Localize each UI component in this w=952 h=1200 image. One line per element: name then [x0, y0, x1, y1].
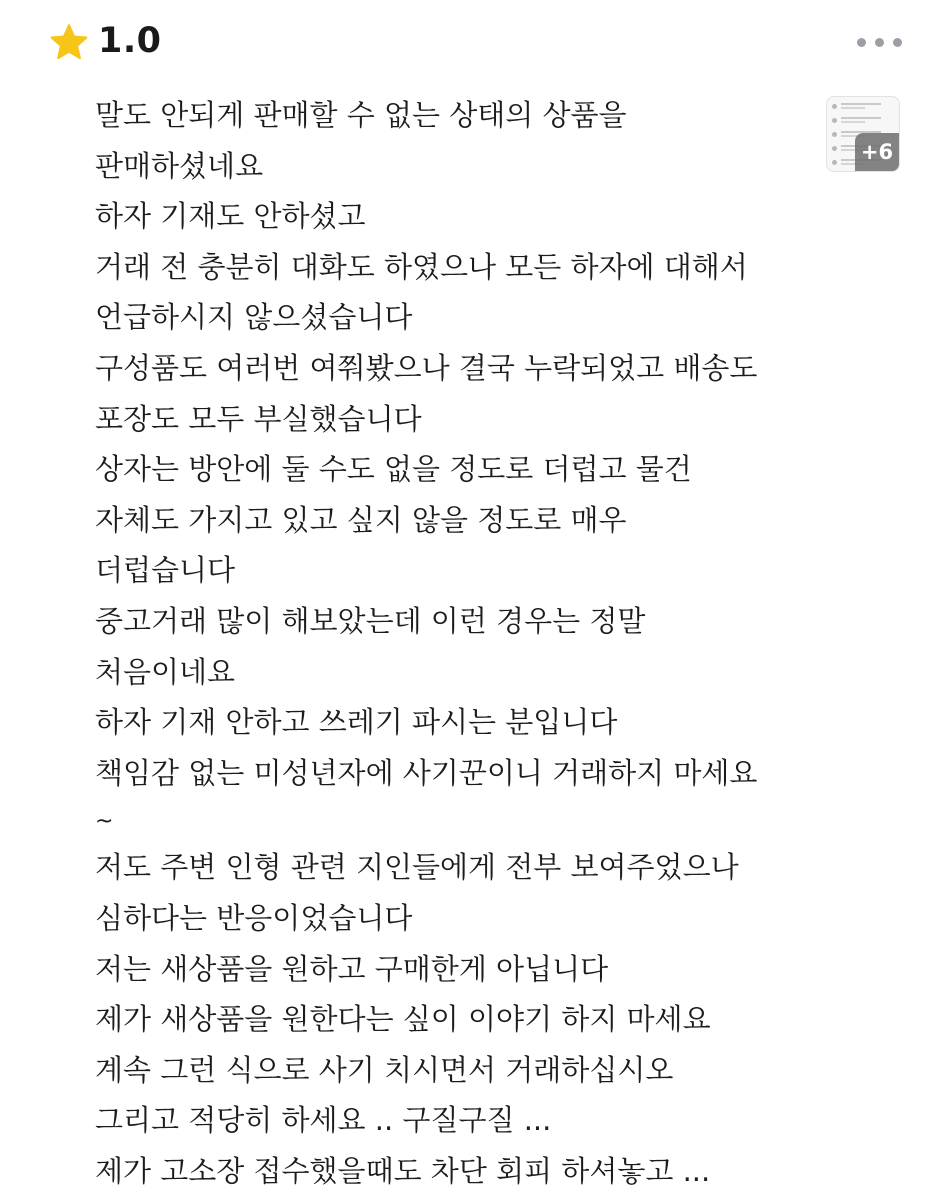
review-line: 거래 전 충분히 대화도 하였으나 모든 하자에 대해서	[95, 249, 748, 284]
review-line: 포장도 모두 부실했습니다	[95, 401, 422, 436]
review-line: 저도 주변 인형 관련 지인들에게 전부 보여주었으나	[95, 850, 739, 885]
thumbnail-preview-line	[832, 103, 890, 111]
review-line: 심하다는 반응이었습니다	[95, 900, 413, 935]
review-line: 언급하시지 않으셨습니다	[95, 300, 413, 335]
more-horizontal-icon	[857, 38, 866, 47]
attachment-thumbnail[interactable]	[826, 96, 900, 172]
review-line: 말도 안되게 판매할 수 없는 상태의 상품을	[95, 98, 627, 132]
review-line: 판매하셨네요	[95, 148, 264, 183]
review-line: 책임감 없는 미성년자에 사기꾼이니 거래하지 마세요	[95, 755, 758, 790]
review-line: 저는 새상품을 원하고 구매한게 아닙니다	[95, 951, 609, 986]
review-line: 그리고 적당히 하세요 .. 구질구질 ...	[95, 1103, 552, 1138]
review-line: 하자 기재도 안하셨고	[95, 199, 366, 234]
review-line: 제가 고소장 접수했을때도 차단 회피 하셔놓고 ...	[95, 1153, 711, 1188]
review-line: 더럽습니다	[95, 553, 236, 588]
thumbnail-preview-line	[832, 117, 890, 125]
review-line: 자체도 가지고 있고 싶지 않을 정도로 매우	[95, 502, 627, 537]
review-line: ~	[95, 809, 114, 835]
review-line: 제가 새상품을 원한다는 싶이 이야기 하지 마세요	[95, 1002, 711, 1037]
attachment-more-count: +6	[855, 133, 899, 171]
review-line: 하자 기재 안하고 쓰레기 파시는 분입니다	[95, 705, 618, 740]
star-icon	[48, 22, 90, 64]
review-line: 상자는 방안에 둘 수도 없을 정도로 더럽고 물건	[95, 452, 692, 487]
review-line: 계속 그런 식으로 사기 치시면서 거래하십시오	[95, 1052, 674, 1087]
more-options-button[interactable]	[846, 22, 912, 62]
review-header	[0, 0, 952, 90]
review-line: 구성품도 여러번 여쭤봤으나 결국 누락되었고 배송도	[95, 350, 758, 385]
rating-value: 1.0	[98, 21, 162, 61]
review-line: 중고거래 많이 해보았는데 이런 경우는 정말	[95, 603, 646, 638]
review-line: 처음이네요	[95, 654, 236, 689]
review-text	[95, 90, 815, 1196]
